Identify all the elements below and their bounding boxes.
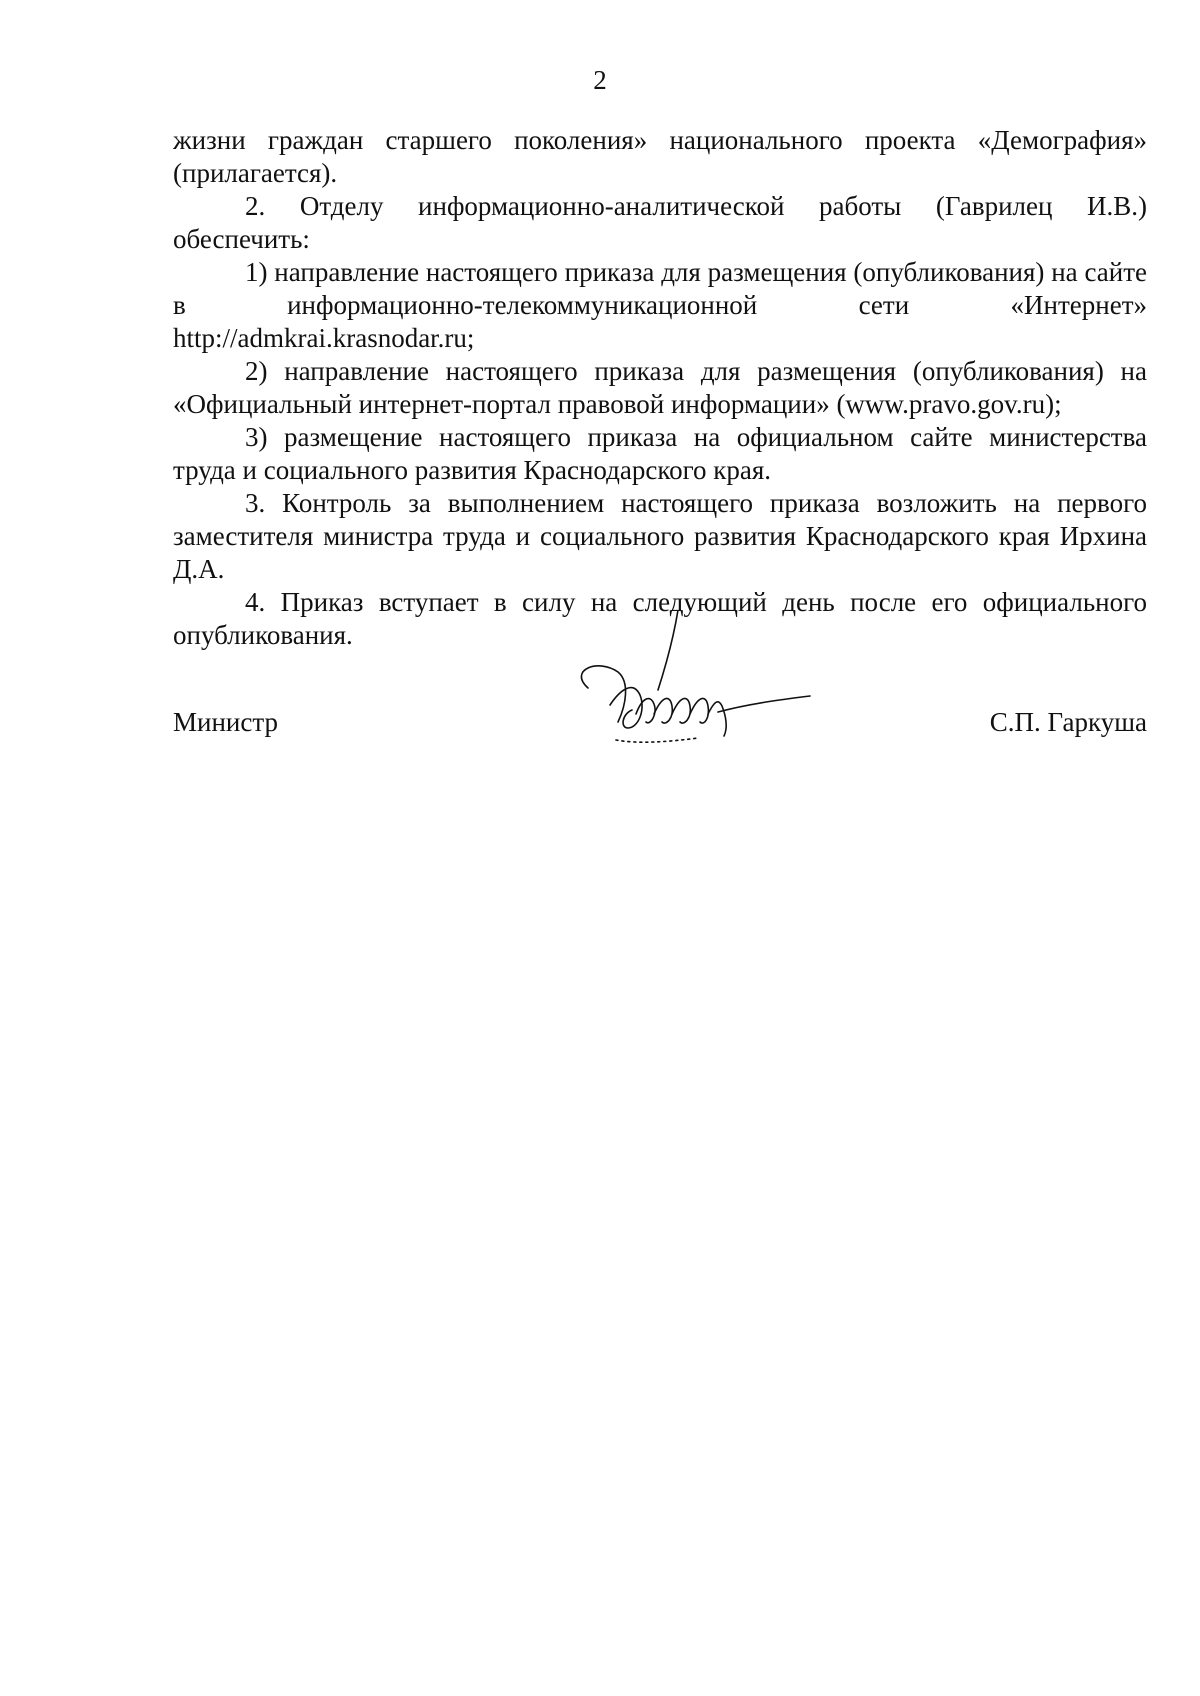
signature-block: [173, 640, 1147, 790]
document-body: [173, 124, 1147, 652]
paragraph-subitem-3: 3) размещение настоящего приказа на официальном сайте министерства труда и социального развития Краснодарского края.: [173, 422, 1147, 485]
signer-name: С.П. Гаркуша: [989, 707, 1147, 737]
signer-title: Министр: [173, 707, 278, 737]
paragraph-subitem-2: 2) направление настоящего приказа для размещения (опубликования) на «Официальный интернет-портал правовой информации» (www.pravo.gov.ru);: [173, 356, 1147, 419]
paragraph-item-4: 4. Приказ вступает в силу на следующий день после его официального опубликования.: [173, 587, 1147, 650]
paragraph-item-3: 3. Контроль за выполнением настоящего приказа возложить на первого заместителя министра труда и социального развития Краснодарского края Ирхина Д.А.: [173, 488, 1147, 584]
handwritten-signature-icon: [558, 610, 818, 760]
paragraph-item-2: 2. Отделу информационно-аналитической работы (Гаврилец И.В.) обеспечить:: [173, 191, 1147, 254]
page-number: 2: [593, 65, 607, 95]
paragraph-subitem-1: 1) направление настоящего приказа для размещения (опубликования) на сайте в информационно-телекоммуникационной сети «Интернет» http://admkrai.krasnodar.ru;: [173, 257, 1147, 353]
paragraph-continuation: жизни граждан старшего поколения» национального проекта «Демография» (прилагается).: [173, 125, 1147, 188]
